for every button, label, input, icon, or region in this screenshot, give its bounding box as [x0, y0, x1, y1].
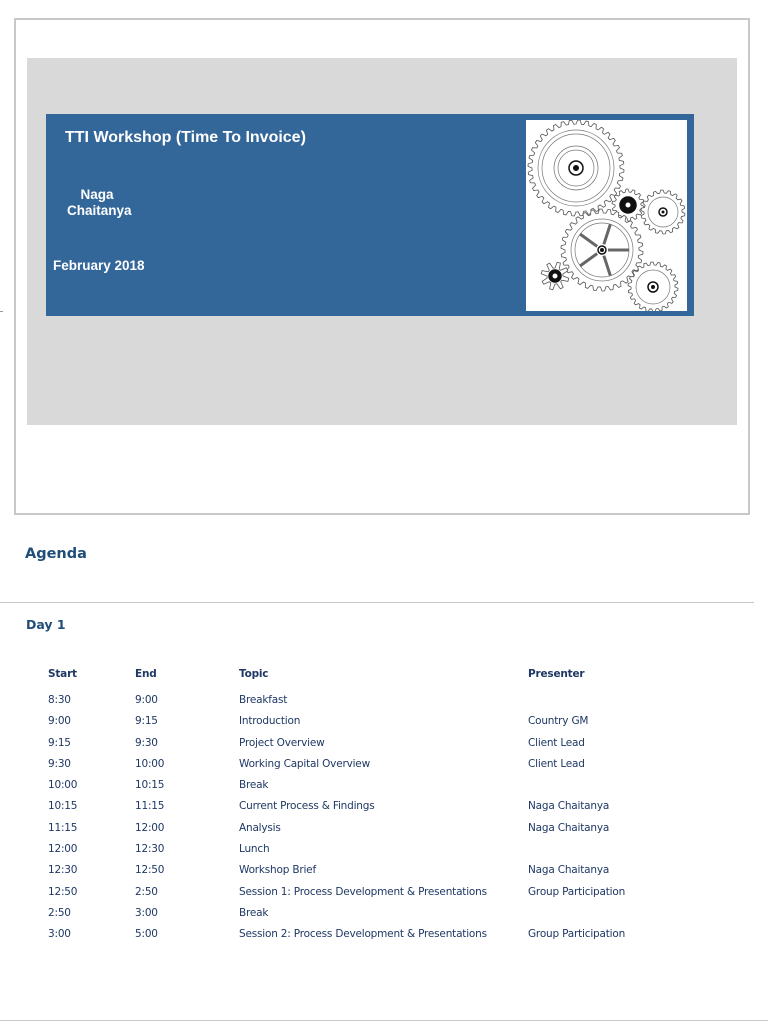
cell-presenter: Country GM [528, 715, 589, 728]
cell-end: 2:50 [135, 885, 158, 898]
cell-start: 2:50 [48, 906, 71, 919]
cell-topic: Breakfast [239, 694, 288, 706]
cell-start: 3:00 [48, 928, 71, 941]
cell-start: 10:00 [48, 779, 78, 792]
column-header-start: Start [48, 668, 77, 680]
cell-end: 10:00 [135, 757, 165, 770]
cell-end: 12:50 [135, 864, 165, 877]
cell-end: 9:00 [135, 694, 158, 706]
column-header-presenter: Presenter [528, 668, 585, 680]
cell-end: 10:15 [135, 779, 165, 792]
column-header-topic: Topic [239, 668, 269, 680]
cell-start: 12:30 [48, 864, 78, 877]
cell-end: 9:30 [135, 736, 158, 749]
cell-topic: Break [239, 779, 269, 792]
slide-background [27, 58, 737, 425]
page-bottom-divider [0, 1020, 768, 1021]
page-mark [0, 311, 3, 312]
section-divider [0, 602, 754, 603]
cell-end: 5:00 [135, 928, 158, 941]
cell-start: 10:15 [48, 800, 78, 813]
cell-topic: Workshop Brief [239, 864, 316, 877]
cell-start: 9:15 [48, 736, 71, 749]
presenter-first-name: Naga [80, 187, 114, 202]
cell-topic: Session 2: Process Development & Presentations [239, 928, 487, 941]
cell-presenter: Client Lead [528, 757, 585, 770]
gear-illustration-panel [519, 114, 694, 316]
slide-date: February 2018 [53, 258, 145, 273]
cell-start: 12:50 [48, 885, 78, 898]
cell-presenter: Group Participation [528, 928, 626, 941]
presenter-last-name: Chaitanya [67, 203, 132, 218]
cell-end: 3:00 [135, 906, 158, 919]
cell-topic: Break [239, 906, 269, 919]
gears-icon [526, 120, 687, 311]
title-band [46, 114, 519, 316]
cell-topic: Session 1: Process Development & Presentations [239, 885, 487, 898]
presenter-name [67, 187, 132, 219]
cell-end: 9:15 [135, 715, 158, 728]
cell-presenter: Naga Chaitanya [528, 800, 610, 813]
day-heading: Day 1 [26, 617, 66, 632]
cell-topic: Project Overview [239, 736, 325, 749]
cell-presenter: Naga Chaitanya [528, 864, 610, 877]
cell-start: 12:00 [48, 843, 78, 856]
cell-topic: Analysis [239, 821, 281, 834]
cell-start: 9:00 [48, 715, 71, 728]
column-header-end: End [135, 668, 157, 680]
cell-presenter: Naga Chaitanya [528, 821, 610, 834]
cell-topic: Introduction [239, 715, 301, 728]
slide-title: TTI Workshop (Time To Invoice) [65, 129, 306, 146]
cell-topic: Lunch [239, 843, 270, 856]
cell-topic: Working Capital Overview [239, 757, 370, 770]
cell-start: 8:30 [48, 694, 71, 706]
cell-start: 11:15 [48, 821, 78, 834]
title-slide [14, 18, 750, 515]
cell-topic: Current Process & Findings [239, 800, 375, 813]
cell-start: 9:30 [48, 757, 71, 770]
cell-presenter: Group Participation [528, 885, 626, 898]
cell-end: 11:15 [135, 800, 165, 813]
cell-end: 12:00 [135, 821, 165, 834]
cell-presenter: Client Lead [528, 736, 585, 749]
cell-end: 12:30 [135, 843, 165, 856]
agenda-heading: Agenda [25, 546, 87, 562]
